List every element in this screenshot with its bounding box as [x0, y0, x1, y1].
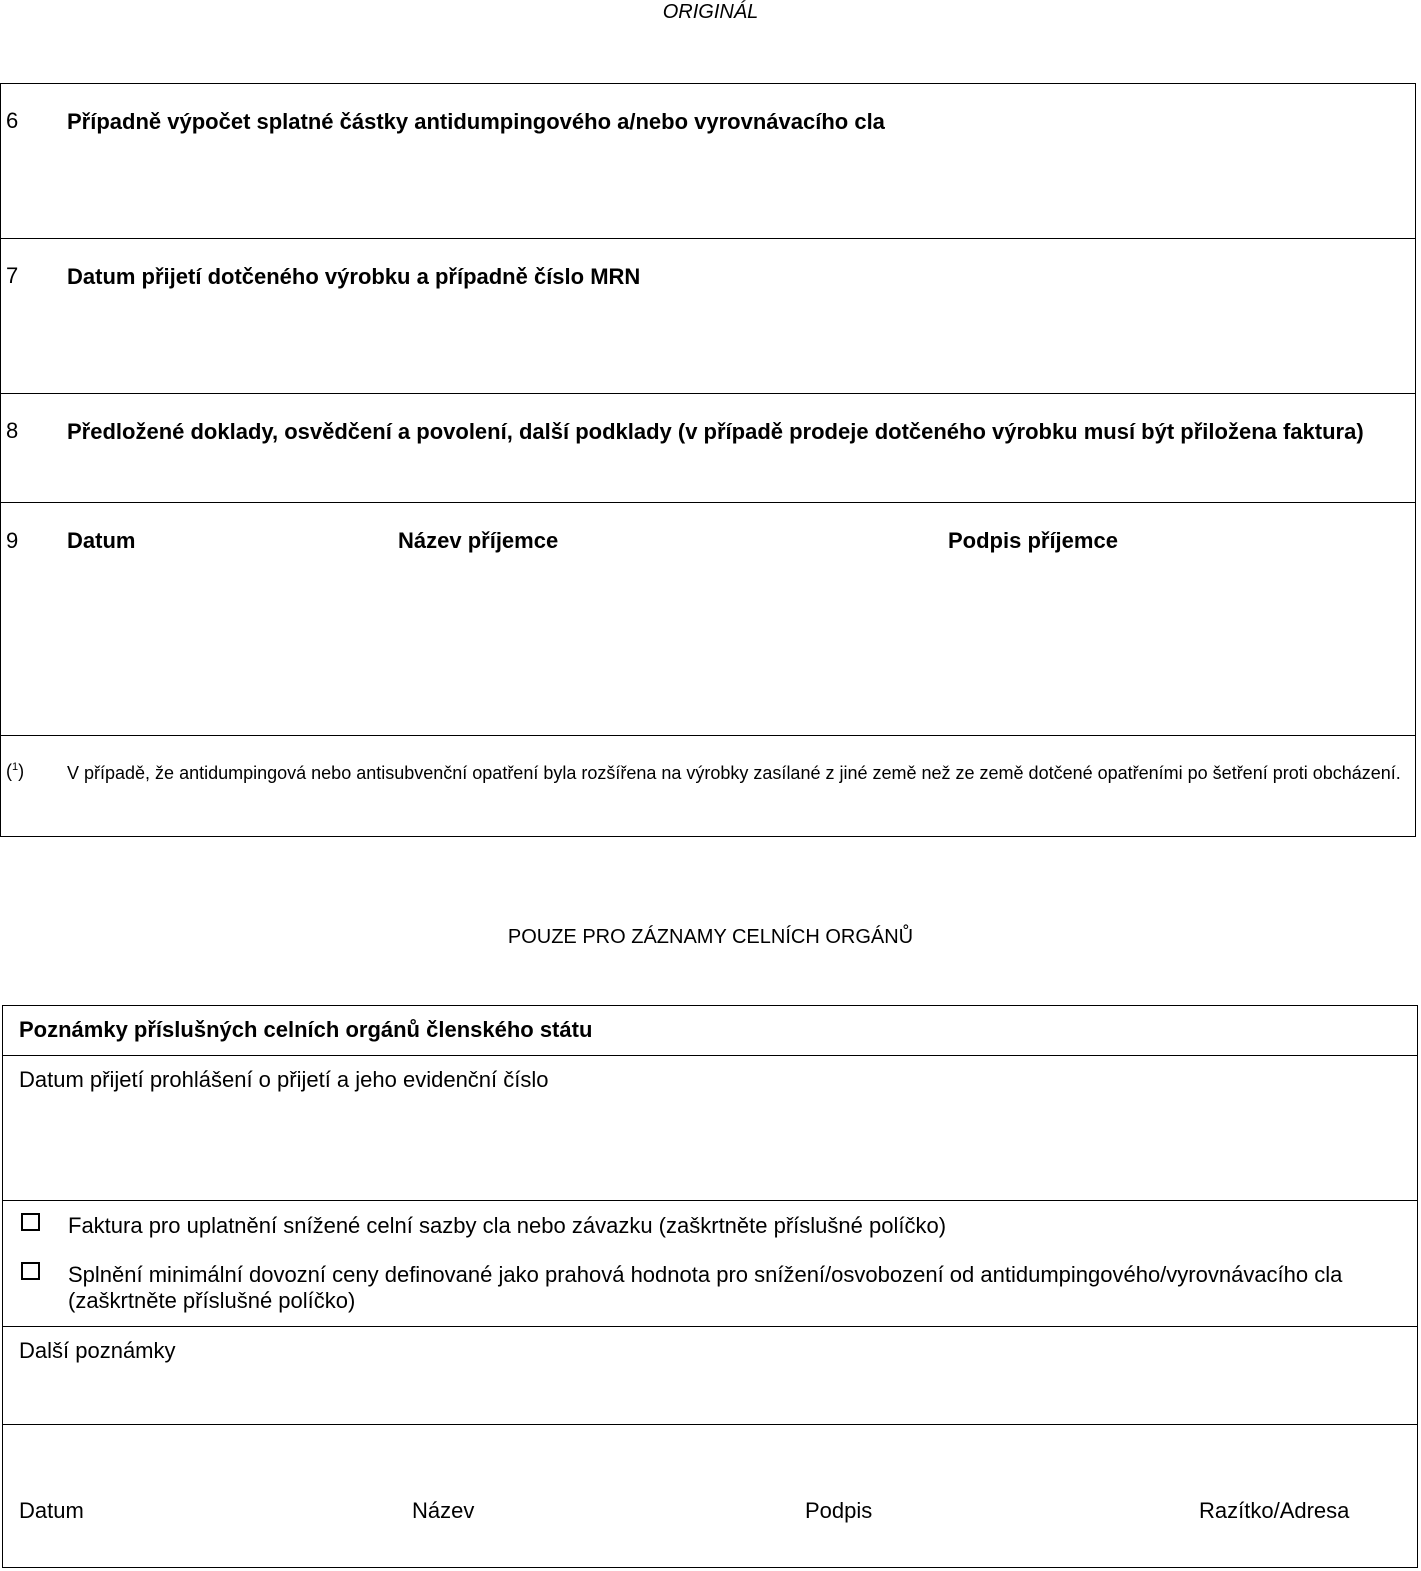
min-price-checkbox-label: Splnění minimální dovozní ceny definované jako prahová hodnota pro snížení/osvobození od antidumpingového/vyrovnávacího cla (zaškrtněte příslušné políčko): [68, 1262, 1343, 1313]
other-notes-row: [3, 1327, 1417, 1425]
invoice-checkbox[interactable]: [21, 1213, 40, 1231]
declaration-box: [0, 83, 1416, 837]
row-number: 7: [6, 263, 19, 288]
row-7: [1, 239, 1415, 394]
customs-notes-box: [2, 1005, 1418, 1568]
footnote-mark: ($^1$): [6, 761, 25, 781]
invoice-checkbox-label: Faktura pro uplatnění snížené celní sazby cla nebo závazku (zaškrtněte příslušné políčko): [68, 1213, 947, 1238]
row-number: 9: [6, 528, 19, 553]
name-label: Název: [412, 1498, 475, 1523]
recipient-name-label: Název příjemce: [398, 528, 559, 553]
row-6: [1, 84, 1415, 239]
row-9: [1, 503, 1415, 736]
row-number: 6: [6, 108, 19, 133]
date-label: Datum: [19, 1498, 84, 1523]
customs-notes-title-row: [3, 1006, 1417, 1056]
checkbox-row: [3, 1201, 1417, 1327]
signature-row: [3, 1425, 1417, 1567]
row-number: 8: [6, 418, 19, 443]
date-label: Datum: [67, 528, 136, 553]
signature-label: Podpis: [805, 1498, 873, 1523]
row-8: [1, 394, 1415, 503]
min-price-checkbox[interactable]: [21, 1262, 40, 1280]
recipient-signature-label: Podpis příjemce: [948, 528, 1118, 553]
customs-notes-title: Poznámky příslušných celních orgánů členského státu: [19, 1017, 593, 1042]
footnote-text: V případě, že antidumpingová nebo antisubvenční opatření byla rozšířena na výrobky zasílané z jiné země než ze země dotčené opatřeními po šetření proti obcházení.: [67, 763, 1401, 783]
customs-records-heading: POUZE PRO ZÁZNAMY CELNÍCH ORGÁNŮ: [507, 926, 914, 948]
row-title: Předložené doklady, osvědčení a povolení, další podklady (v případě prodeje dotčeného výrobku musí být přiložena faktura): [67, 419, 1364, 444]
footnote: [1, 736, 1415, 836]
date-received-row: [3, 1056, 1417, 1201]
other-notes-label: Další poznámky: [19, 1338, 176, 1363]
date-received-label: Datum přijetí prohlášení o přijetí a jeho evidenční číslo: [19, 1067, 549, 1092]
row-title: Datum přijetí dotčeného výrobku a případně číslo MRN: [67, 264, 641, 289]
stamp-address-label: Razítko/Adresa: [1199, 1498, 1350, 1523]
original-label: ORIGINÁL: [662, 1, 759, 23]
row-title: Případně výpočet splatné částky antidumpingového a/nebo vyrovnávacího cla: [67, 109, 885, 134]
